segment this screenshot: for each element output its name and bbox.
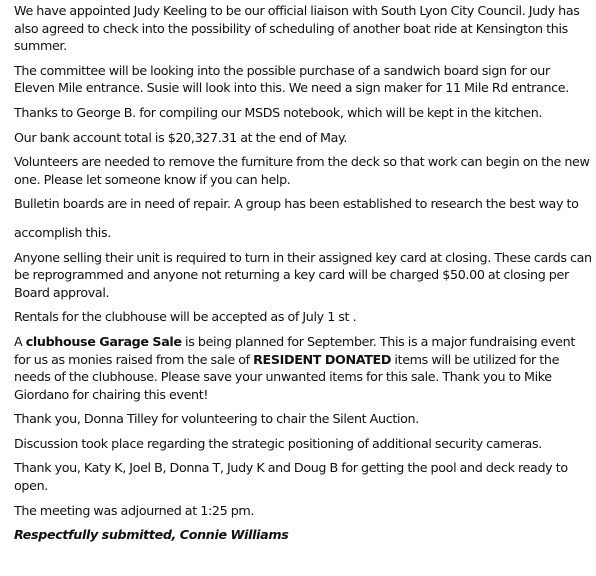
paragraph-bulletin: Bulletin boards are in need of repair. A group has been established to research the best way to <box>14 196 579 212</box>
paragraph-msds: Thanks to George B. for compiling our MSDS notebook, which will be kept in the kitchen. <box>14 104 543 120</box>
paragraph-silent-auction: Thank you, Donna Tilley for volunteering to chair the Silent Auction. <box>14 411 419 427</box>
resident-donated-emphasis: RESIDENT DONATED <box>253 351 392 367</box>
paragraph-rentals: Rentals for the clubhouse will be accepted as of July 1 st . <box>14 309 357 325</box>
paragraph-bank: Our bank account total is $20,327.31 at the end of May. <box>14 129 348 145</box>
garage-sale-emphasis: clubhouse Garage Sale <box>25 333 182 349</box>
paragraph-volunteers: Volunteers are needed to remove the furniture from the deck so that work can begin on the new one. Please let someone know if you can help. <box>14 154 590 187</box>
document-body <box>14 2 592 551</box>
paragraph-liaison: We have appointed Judy Keeling to be our official liaison with South Lyon City Council. Judy has also agreed to check into the possibility of scheduling of another boat ride at Kensington this summer. <box>14 3 580 54</box>
paragraph-garage-sale: A clubhouse Garage Sale is being planned for September. This is a major fundraising event for us as monies raised from the sale of RESIDENT DONATED items will be utilized for the needs of the clubhouse. Please save your unwanted items for this sale. Thank you to Mike Giordano for chairing this event! <box>14 333 575 402</box>
signature: Respectfully submitted, Connie Williams <box>14 527 289 543</box>
paragraph-adjourned: The meeting was adjourned at 1:25 pm. <box>14 502 255 518</box>
paragraph-bulletin-cont: accomplish this. <box>14 224 111 240</box>
paragraph-sign: The committee will be looking into the possible purchase of a sandwich board sign for our Eleven Mile entrance. Susie will look into this. We need a sign maker for 11 Mile Rd entrance. <box>14 62 569 96</box>
paragraph-security-cameras: Discussion took place regarding the strategic positioning of additional security cameras. <box>14 435 542 451</box>
paragraph-keycard: Anyone selling their unit is required to turn in their assigned key card at closing. These cards can be reprogrammed and anyone not returning a key card will be charged $50.00 at closing per Board approval. <box>14 249 592 300</box>
paragraph-pool-deck: Thank you, Katy K, Joel B, Donna T, Judy K and Doug B for getting the pool and deck ready to open. <box>14 460 568 494</box>
